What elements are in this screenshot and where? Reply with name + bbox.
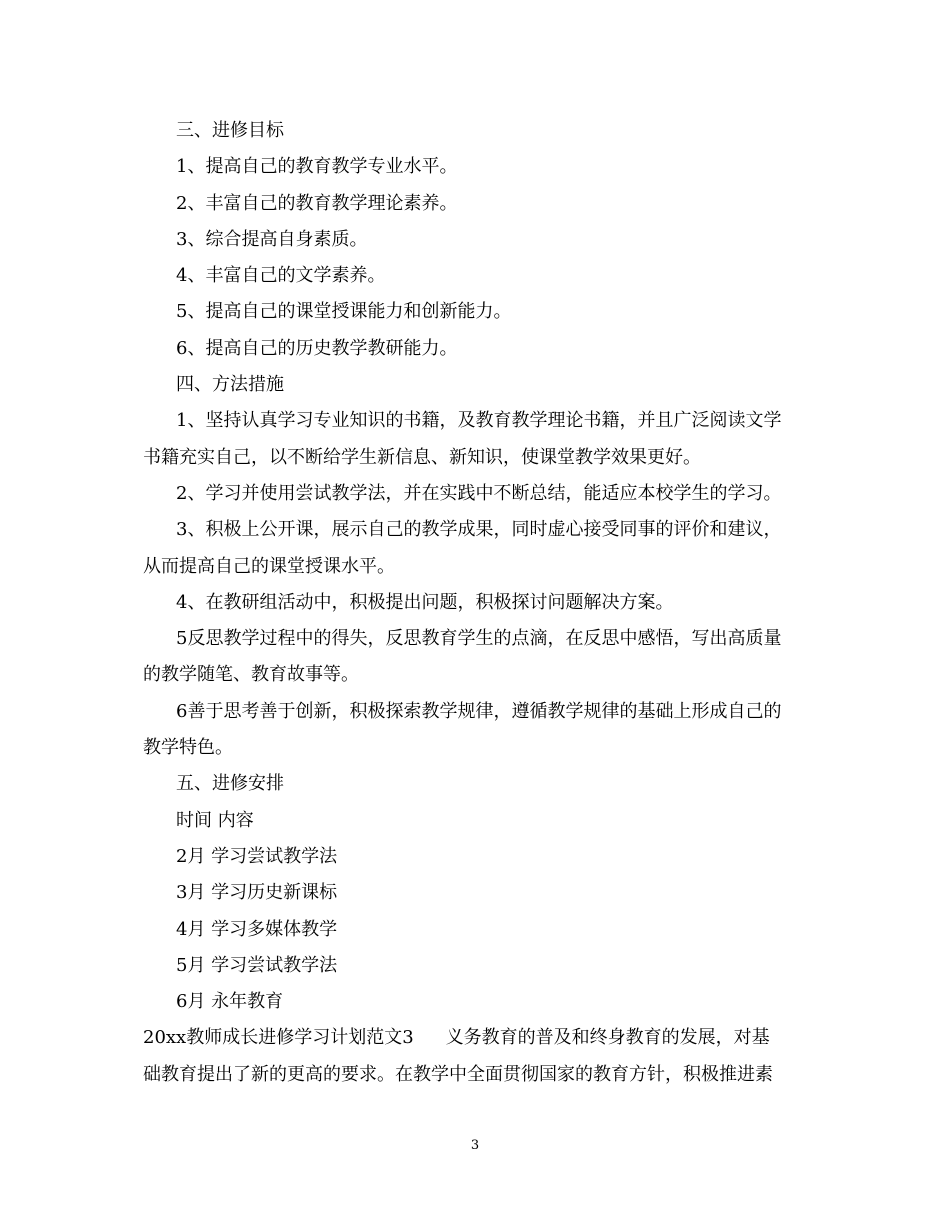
objective-item: 3、综合提高自身素质。 <box>176 228 368 250</box>
method-item-continuation: 的教学随笔、教育故事等。 <box>143 664 359 686</box>
objective-item: 1、提高自己的教育教学专业水平。 <box>176 156 458 178</box>
page-number: 3 <box>470 1138 480 1153</box>
method-item: 1、坚持认真学习专业知识的书籍，及教育教学理论书籍，并且广泛阅读文学 <box>176 410 782 432</box>
section-heading-schedule: 五、进修安排 <box>176 773 284 795</box>
section-heading-plan-3: 20xx教师成长进修学习计划范文3 <box>143 1027 414 1049</box>
schedule-row: 6月 永年教育 <box>176 991 284 1013</box>
paragraph-continuation: 础教育提出了新的更高的要求。在教学中全面贯彻国家的教育方针，积极推进素 <box>143 1063 773 1085</box>
section-heading-objectives: 三、进修目标 <box>176 120 284 141</box>
method-item: 5反思教学过程中的得失，反思教育学生的点滴，在反思中感悟，写出高质量 <box>176 628 782 650</box>
schedule-row: 5月 学习尝试教学法 <box>176 954 338 976</box>
schedule-row: 3月 学习历史新课标 <box>176 882 338 904</box>
objective-item: 5、提高自己的课堂授课能力和创新能力。 <box>176 301 512 323</box>
schedule-row: 2月 学习尝试教学法 <box>176 845 338 867</box>
objective-item: 6、提高自己的历史教学教研能力。 <box>176 337 458 359</box>
paragraph-text: 义务教育的普及和终身教育的发展，对基 <box>445 1027 770 1049</box>
schedule-row: 4月 学习多媒体教学 <box>176 918 338 940</box>
method-item-continuation: 书籍充实自己，以不断给学生新信息、新知识，使课堂教学效果更好。 <box>143 446 701 468</box>
method-item: 4、在教研组活动中，积极提出问题，积极探讨问题解决方案。 <box>176 591 674 613</box>
schedule-header: 时间 内容 <box>176 809 254 831</box>
section-heading-methods: 四、方法措施 <box>176 374 284 396</box>
method-item: 2、学习并使用尝试教学法，并在实践中不断总结，能适应本校学生的学习。 <box>176 482 782 504</box>
method-item-continuation: 从而提高自己的课堂授课水平。 <box>143 555 395 577</box>
method-item: 6善于思考善于创新，积极探索教学规律，遵循教学规律的基础上形成自己的 <box>176 700 782 722</box>
document-body <box>143 113 815 1093</box>
objective-item: 4、丰富自己的文学素养。 <box>176 265 386 287</box>
method-item-continuation: 教学特色。 <box>143 737 233 759</box>
objective-item: 2、丰富自己的教育教学理论素养。 <box>176 192 458 214</box>
section-title-line <box>143 1020 815 1056</box>
method-item: 3、积极上公开课，展示自己的教学成果，同时虚心接受同事的评价和建议， <box>176 519 782 541</box>
